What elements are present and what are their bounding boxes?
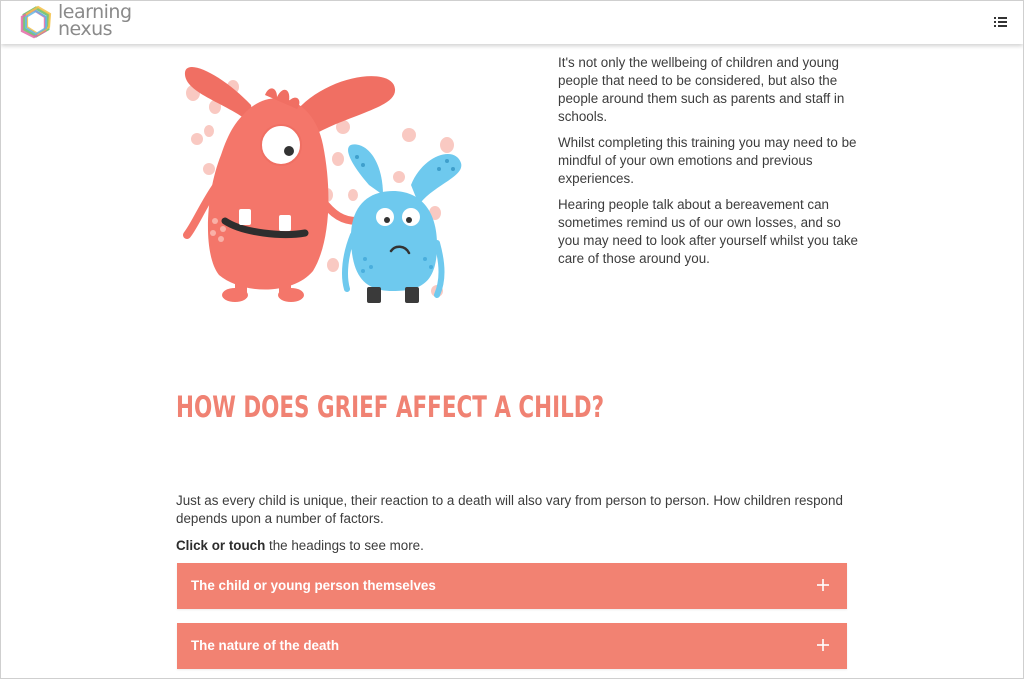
intro-paragraph-2: Whilst completing this training you may need to be mindful of your own emotions and previous experiences. — [558, 135, 857, 186]
top-bar — [1, 1, 1023, 44]
monsters-illustration — [173, 45, 469, 307]
accordion-label: The nature of the death — [191, 638, 340, 653]
list-menu-icon[interactable] — [989, 12, 1011, 32]
instruction-text — [176, 537, 856, 555]
intro-paragraph-3: Hearing people talk about a bereavement can sometimes remind us of our own losses, and so you may need to look after yourself whilst you take care of those around you. — [558, 197, 858, 266]
instruction-rest: the headings to see more. — [265, 538, 424, 553]
intro-text — [558, 54, 858, 276]
section-heading: HOW DOES GRIEF AFFECT A CHILD? — [176, 390, 605, 424]
accordion-nature-of-death[interactable] — [177, 623, 847, 669]
accordion-child-themselves[interactable] — [177, 563, 847, 609]
hexagon-logo-icon — [18, 4, 54, 40]
logo-wordmark — [58, 1, 132, 40]
logo-line-2: nexus — [58, 18, 113, 40]
section-body: Just as every child is unique, their reaction to a death will also vary from person to person. How children respond depends upon a number of factors. — [176, 493, 843, 526]
learning-nexus-logo[interactable] — [18, 1, 138, 40]
plus-icon — [815, 577, 831, 593]
accordion-label: The child or young person themselves — [191, 578, 436, 593]
logo-line-1: learning — [58, 1, 132, 23]
plus-icon — [815, 637, 831, 653]
instruction-bold: Click or touch — [176, 538, 266, 553]
intro-paragraph-1: It's not only the wellbeing of children and young people that need to be considered, but also the people around them such as parents and staff in schools. — [558, 55, 845, 124]
